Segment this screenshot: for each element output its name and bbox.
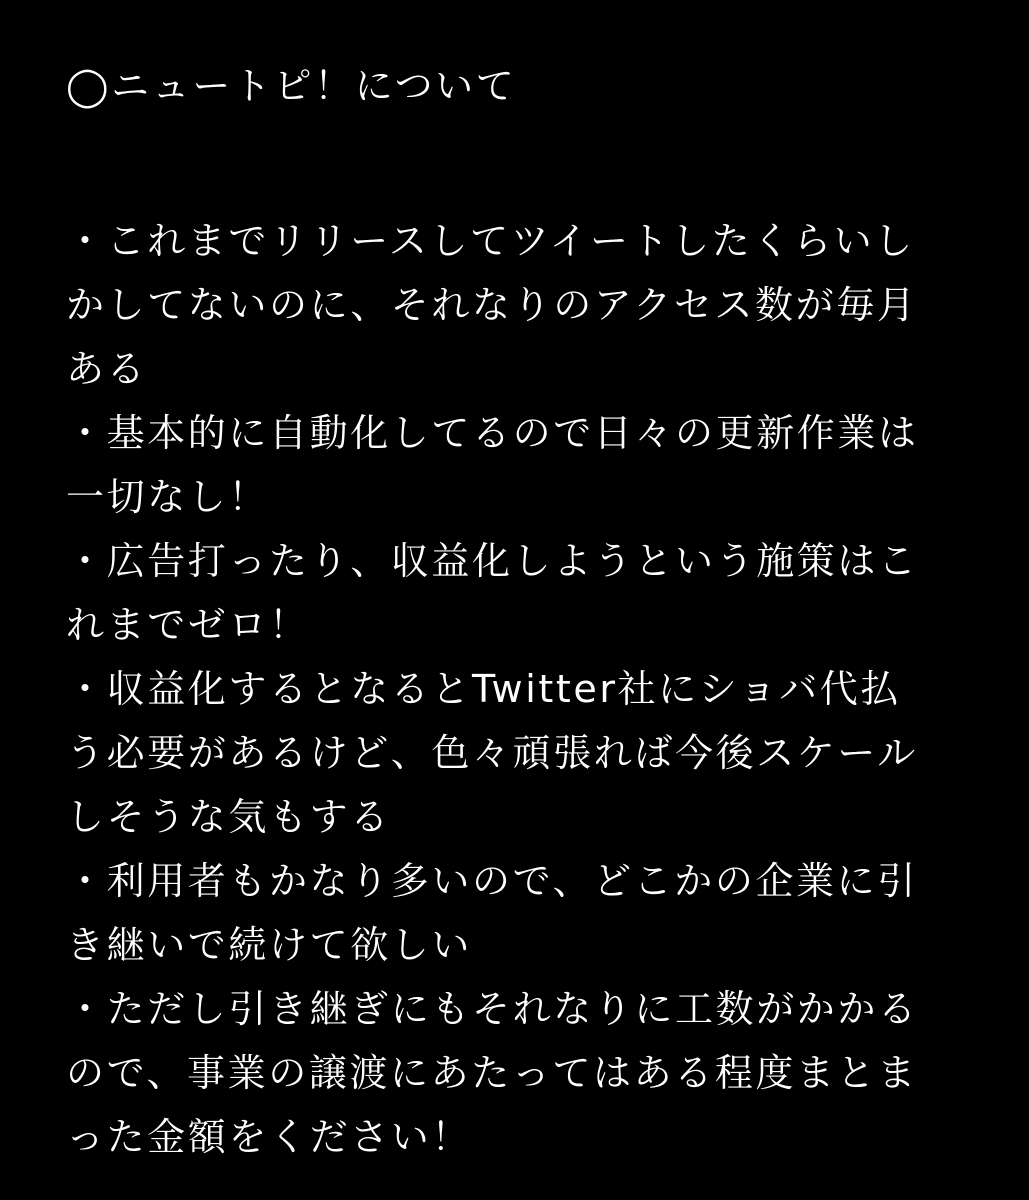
note-line: ある (66, 347, 148, 391)
note-line: ・利用者もかなり多いので、どこかの企業に引 (66, 859, 918, 903)
note-line: ・収益化するとなるとTwitter社にショバ代払 (66, 667, 902, 711)
note-title: ◯ニュートピ！について (66, 64, 517, 108)
note-line: かしてないのに、それなりのアクセス数が毎月 (66, 283, 918, 327)
note-line: った金額をください！ (66, 1115, 473, 1159)
note-line: ・広告打ったり、収益化しようという施策はこ (66, 539, 919, 583)
note-line: ので、事業の譲渡にあたってはある程度まとま (66, 1051, 918, 1095)
note-line: 一切なし！ (66, 475, 270, 519)
note-line: ・基本的に自動化してるので日々の更新作業は (66, 411, 919, 455)
memo-note-body (66, 56, 966, 1159)
note-line: れまでゼロ！ (66, 603, 310, 647)
note-line: う必要があるけど、色々頑張れば今後スケール (66, 731, 918, 775)
note-line: き継いで続けて欲しい (66, 923, 473, 967)
note-line: しそうな気もする (66, 795, 391, 839)
note-line: ・これまでリリースしてツイートしたくらいし (66, 219, 915, 263)
note-line: ・ただし引き継ぎにもそれなりに工数がかかる (66, 987, 919, 1031)
